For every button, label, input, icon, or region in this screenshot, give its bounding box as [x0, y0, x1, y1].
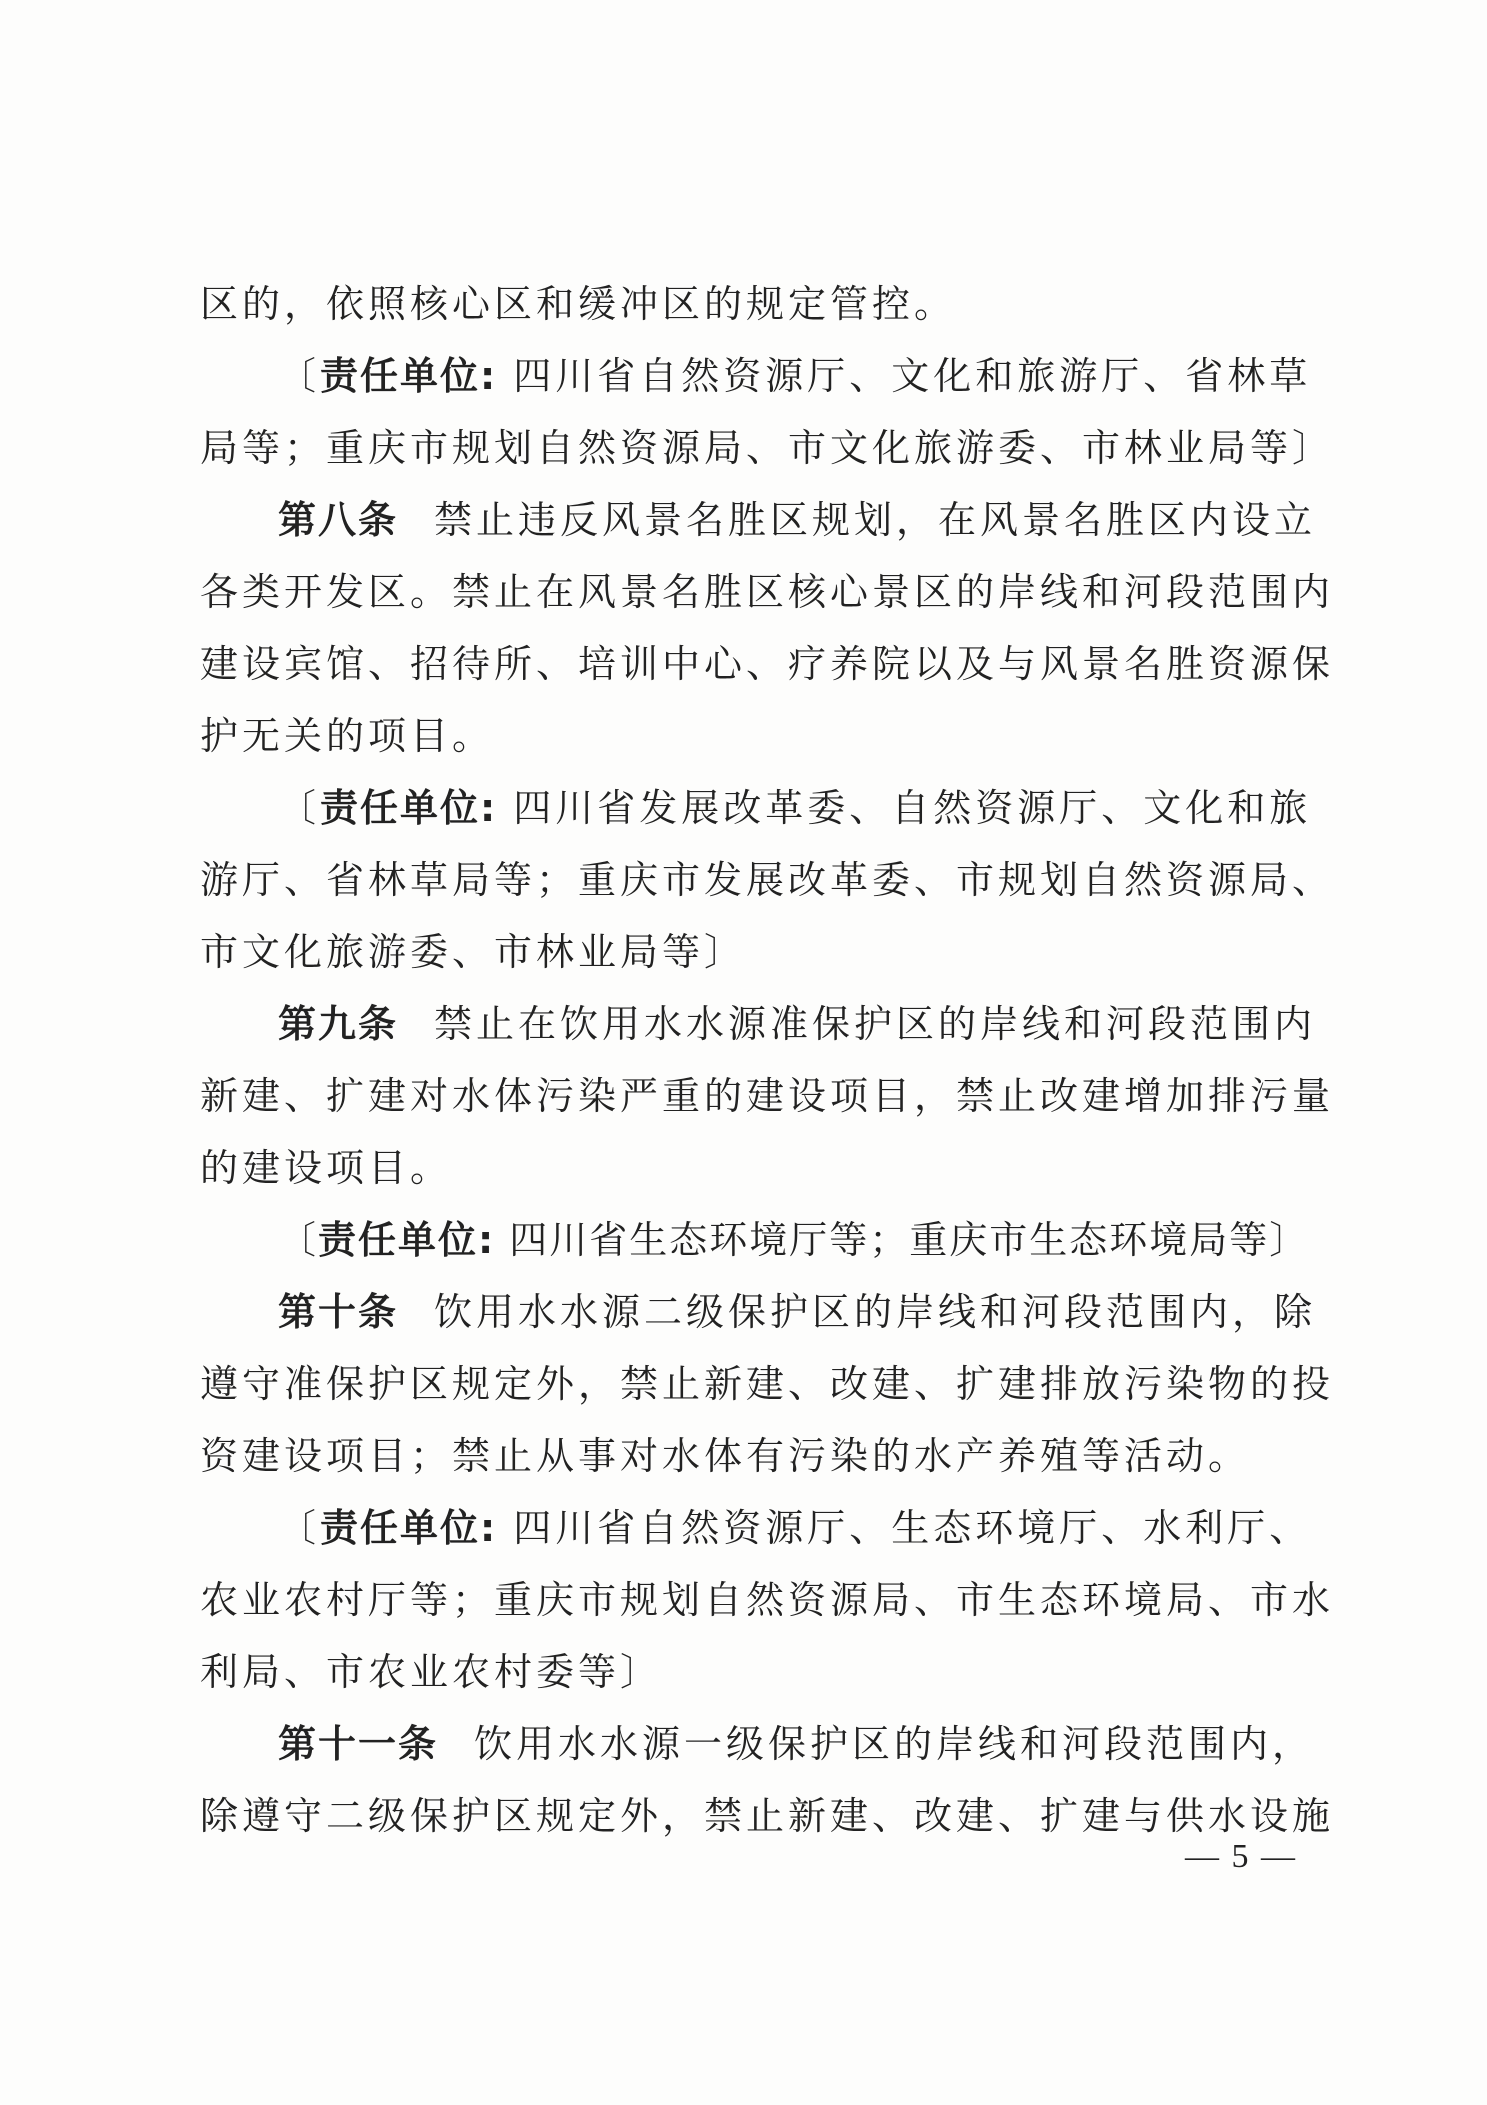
text-line — [200, 1060, 1335, 1132]
text-line — [200, 916, 1300, 988]
line-text: 各类开发区。禁止在风景名胜区核心景区的岸线和河段范围内 — [200, 570, 1335, 614]
line-text: 遵守准保护区规定外，禁止新建、改建、扩建排放污染物的投 — [200, 1362, 1335, 1406]
line-text: 饮用水水源一级保护区的岸线和河段范围内， — [474, 1722, 1315, 1766]
text-line — [200, 1780, 1335, 1852]
bracket-open: 〔 — [278, 786, 321, 830]
line-text: 四川省自然资源厅、生态环境厅、水利厅、 — [497, 1506, 1312, 1550]
line-text: 四川省发展改革委、自然资源厅、文化和旅 — [497, 786, 1312, 830]
article-9-heading-line — [200, 988, 1317, 1060]
line-text: 饮用水水源二级保护区的岸线和河段范围内，除 — [434, 1290, 1317, 1334]
text-line — [200, 1564, 1335, 1636]
line-text: 游厅、省林草局等；重庆市发展改革委、市规划自然资源局、 — [200, 858, 1335, 902]
text-line — [200, 412, 1335, 484]
line-text: 四川省生态环境厅等；重庆市生态环境局等〕 — [495, 1218, 1310, 1262]
text-line — [200, 556, 1335, 628]
line-text: 的建设项目。 — [200, 1146, 453, 1190]
responsibility-label: 责任单位: — [320, 354, 498, 398]
line-text: 禁止违反风景名胜区规划，在风景名胜区内设立 — [434, 498, 1317, 542]
line-text: 新建、扩建对水体污染严重的建设项目，禁止改建增加排污量 — [200, 1074, 1335, 1118]
article-title: 第八条 — [278, 498, 399, 542]
line-text: 市文化旅游委、市林业局等〕 — [200, 930, 747, 974]
responsibility-label: 责任单位: — [320, 1506, 498, 1550]
text-line — [200, 1636, 1300, 1708]
line-text: 建设宾馆、招待所、培训中心、疗养院以及与风景名胜资源保 — [200, 642, 1335, 686]
document-body — [200, 268, 1335, 1852]
bracket-open: 〔 — [278, 1506, 321, 1550]
article-8-heading-line — [200, 484, 1317, 556]
text-line — [200, 1132, 1300, 1204]
bracket-open: 〔 — [278, 354, 321, 398]
text-line — [200, 628, 1335, 700]
page-number: — 5 — — [1185, 1838, 1297, 1875]
line-text: 除遵守二级保护区规定外，禁止新建、改建、扩建与供水设施 — [200, 1794, 1335, 1838]
line-text: 资建设项目；禁止从事对水体有污染的水产养殖等活动。 — [200, 1434, 1251, 1478]
responsibility-label: 责任单位: — [318, 1218, 496, 1262]
line-text: 区的，依照核心区和缓冲区的规定管控。 — [200, 282, 957, 326]
line-text: 农业农村厅等；重庆市规划自然资源局、市生态环境局、市水 — [200, 1578, 1335, 1622]
line-text: 局等；重庆市规划自然资源局、市文化旅游委、市林业局等〕 — [200, 426, 1335, 470]
line-text: 四川省自然资源厅、文化和旅游厅、省林草 — [497, 354, 1312, 398]
bracket-open: 〔 — [278, 1218, 319, 1262]
responsibility-line — [200, 1204, 1310, 1276]
line-text: 护无关的项目。 — [200, 714, 495, 758]
responsibility-line — [200, 772, 1312, 844]
article-title: 第九条 — [278, 1002, 399, 1046]
line-text: 利局、市农业农村委等〕 — [200, 1650, 663, 1694]
responsibility-line — [200, 340, 1312, 412]
text-line — [200, 1420, 1300, 1492]
line-text: 禁止在饮用水水源准保护区的岸线和河段范围内 — [434, 1002, 1317, 1046]
text-line — [200, 844, 1335, 916]
text-line — [200, 268, 1300, 340]
article-title: 第十一条 — [278, 1722, 439, 1766]
article-title: 第十条 — [278, 1290, 399, 1334]
responsibility-label: 责任单位: — [320, 786, 498, 830]
text-line — [200, 1348, 1335, 1420]
article-10-heading-line — [200, 1276, 1317, 1348]
article-11-heading-line — [200, 1708, 1315, 1780]
responsibility-line — [200, 1492, 1312, 1564]
text-line — [200, 700, 1300, 772]
